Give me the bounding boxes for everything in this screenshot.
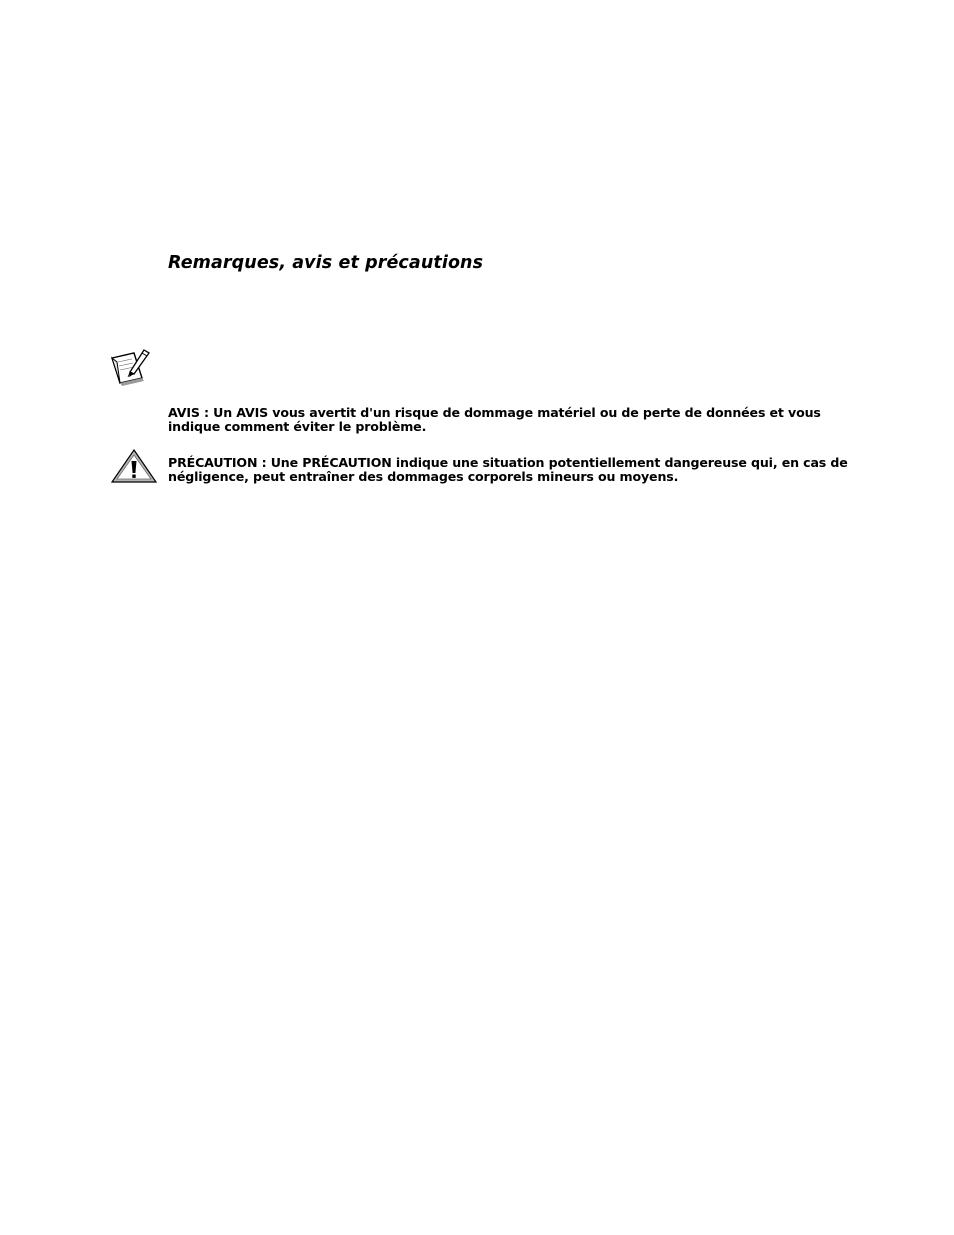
notice-text: AVIS : Un AVIS vous avertit d'un risque de dommage matériel ou de perte de données et vous indique comment éviter le problème. — [168, 405, 821, 434]
caution-triangle-icon — [110, 449, 158, 483]
note-pencil-icon — [108, 348, 154, 386]
caution-text: PRÉCAUTION : Une PRÉCAUTION indique une situation potentiellement dangereuse qui, en cas de négligence, peut entraîner des dommages corporels mineurs ou moyens. — [168, 455, 848, 484]
section-title: Remarques, avis et précautions — [168, 253, 484, 273]
